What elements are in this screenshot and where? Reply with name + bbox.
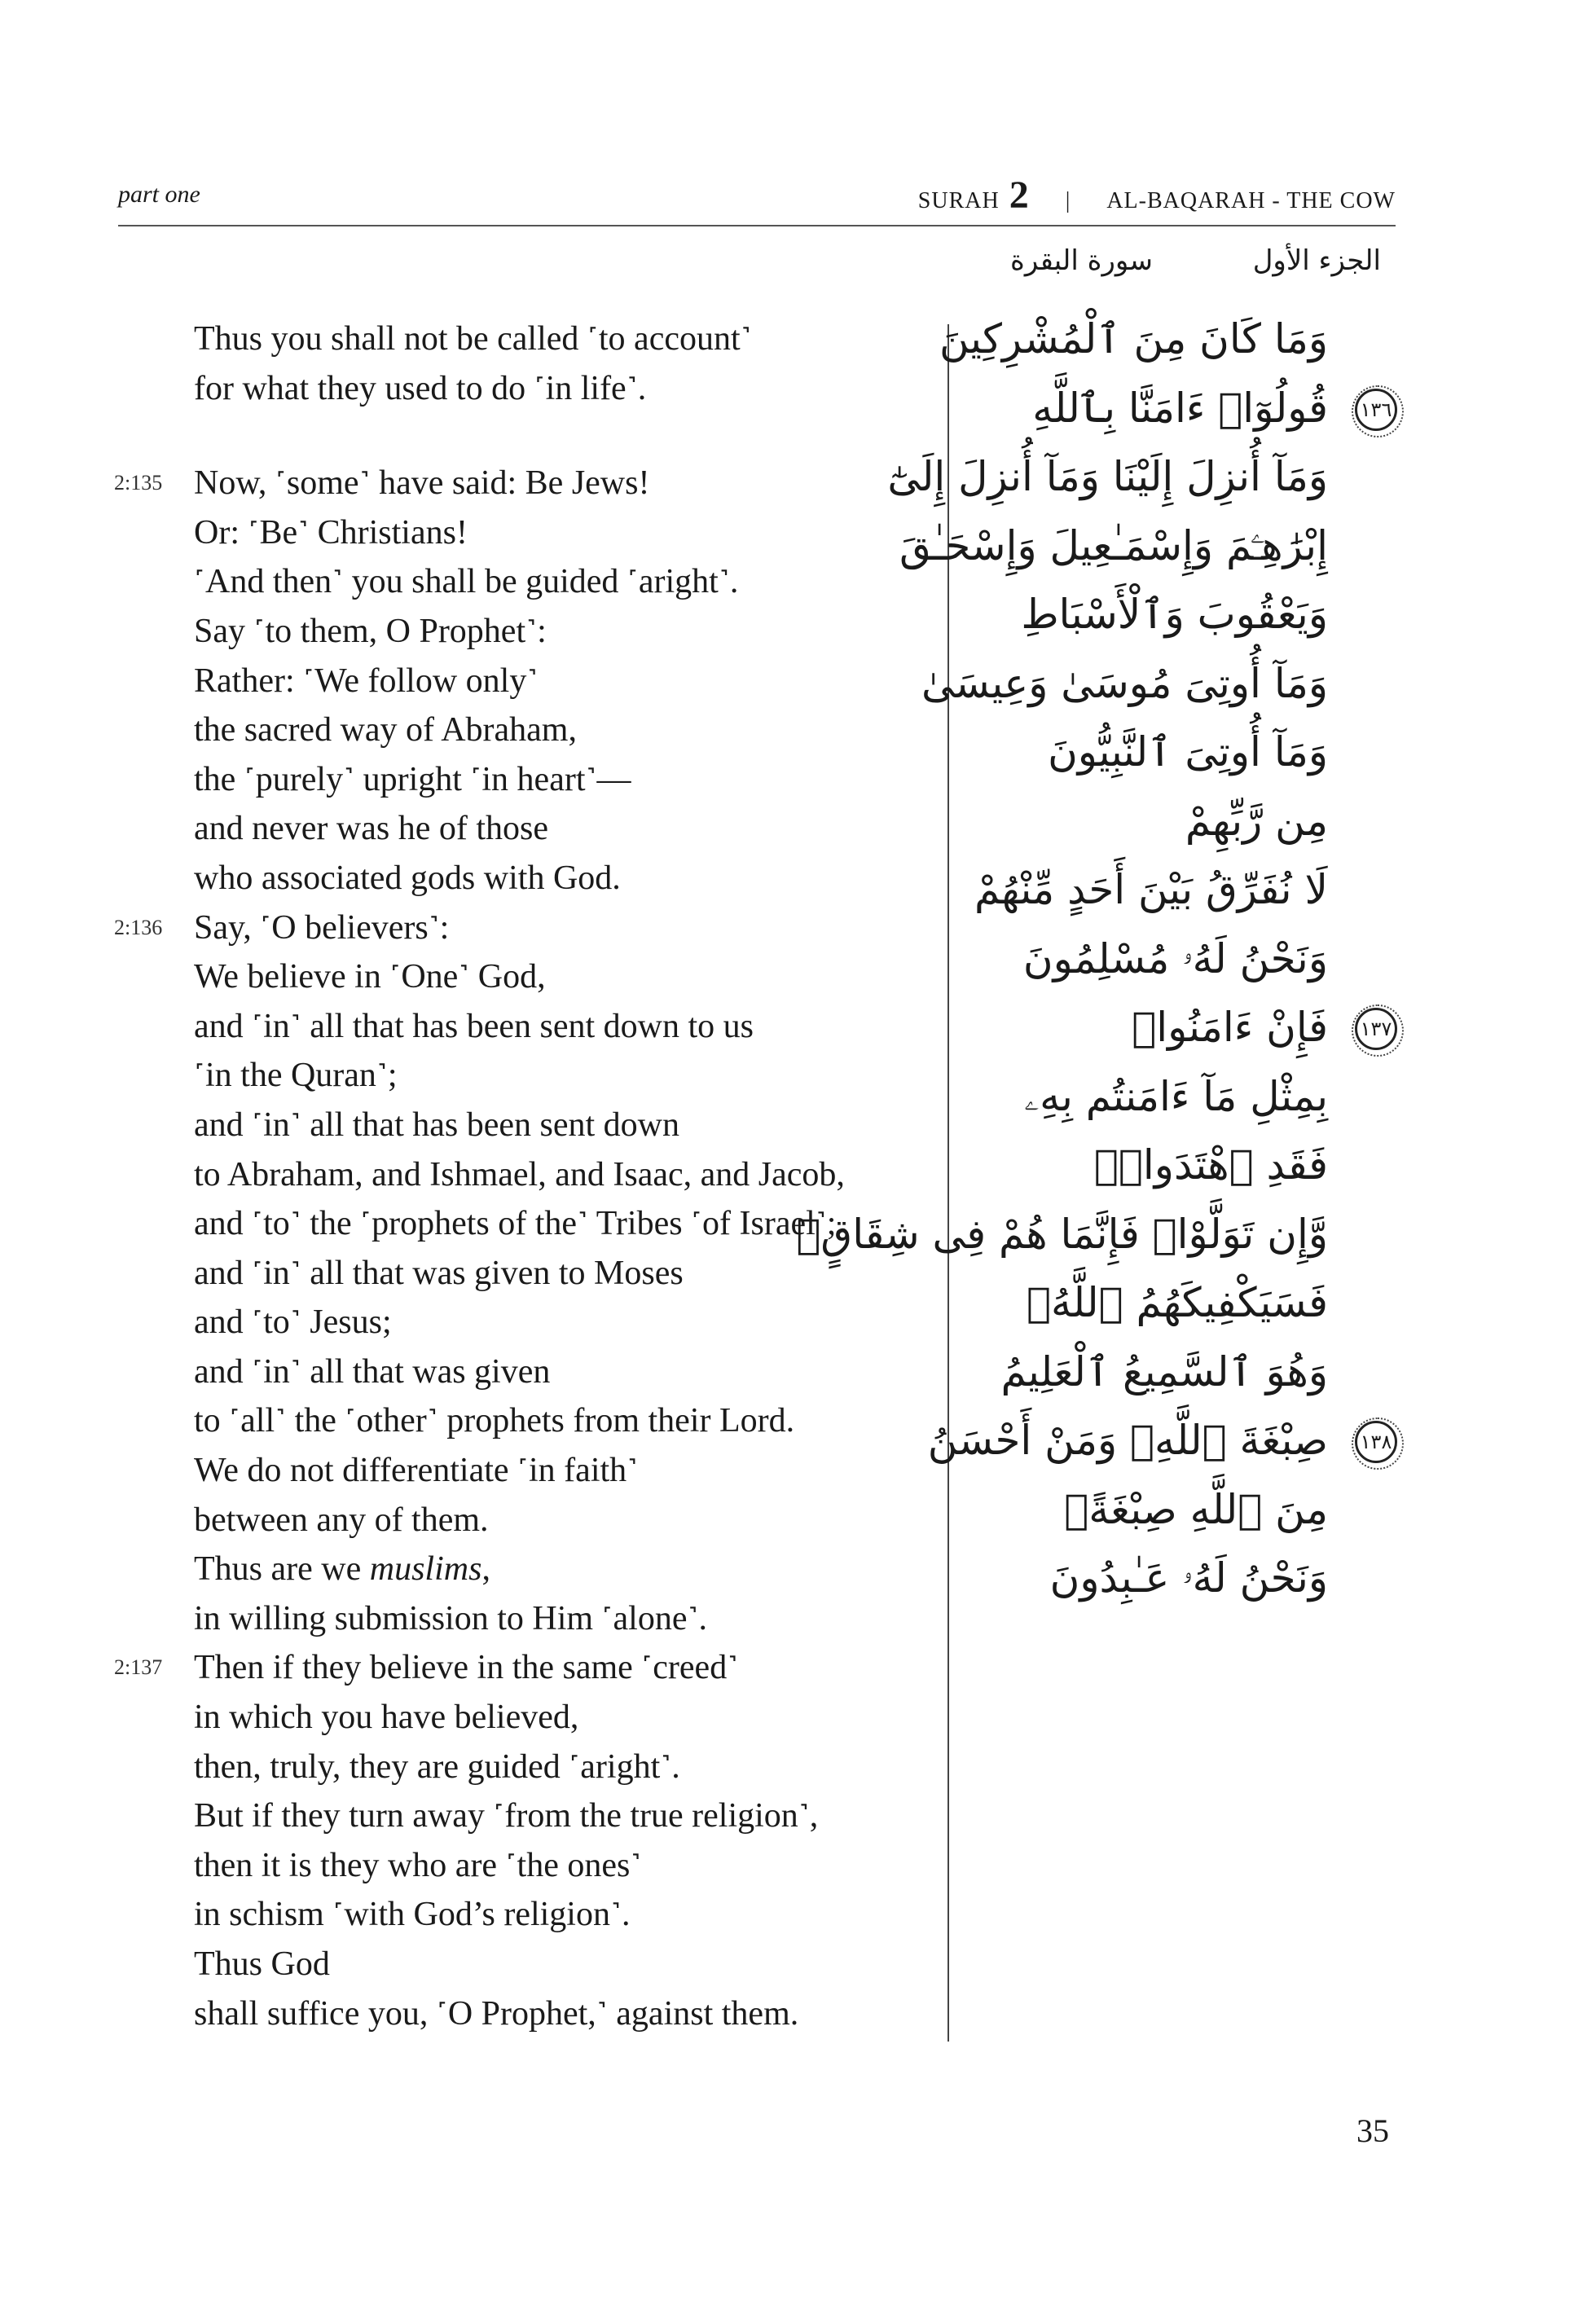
translation-line: [114, 1002, 912, 1052]
translation-text: Thus you shall not be called ˹to account˺: [194, 320, 752, 358]
arabic-verse-text: وَيَعْقُوبَ وَٱلْأَسْبَاطِ: [1021, 591, 1328, 638]
translation-line: [114, 1743, 912, 1792]
translation-line: [114, 705, 912, 755]
translation-line: [114, 1347, 912, 1397]
surah-name: AL-BAQARAH - THE COW: [1106, 188, 1396, 213]
arabic-verse-text: إِبْرَٰهِـۧمَ وَإِسْمَـٰعِيلَ وَإِسْحَـٰقَ: [899, 521, 1328, 569]
emphasized-term: muslims: [369, 1550, 482, 1589]
translation-line: [114, 607, 912, 657]
translation-line: [114, 854, 912, 903]
arabic-verse-text: وَنَحْنُ لَهُۥ عَـٰبِدُونَ: [1049, 1554, 1328, 1602]
arabic-line: [957, 1544, 1397, 1613]
verse-number: 2:135: [114, 471, 163, 495]
translation-line: [114, 1496, 912, 1545]
translation-line: [114, 1841, 912, 1891]
translation-line: [114, 1396, 912, 1446]
translation-text: Then if they believe in the same ˹creed˺: [194, 1649, 739, 1687]
translation-text: in willing submission to Him ˹alone˺.: [194, 1599, 707, 1637]
arabic-line: [957, 1062, 1397, 1132]
translation-line: [114, 364, 912, 414]
translation-line: [114, 557, 912, 607]
arabic-verse-text: وَهُوَ ٱلسَّمِيعُ ٱلْعَلِيمُ: [1000, 1347, 1328, 1396]
translation-line: [114, 1545, 912, 1594]
arabic-verse-text: قُولُوٓا۟ ءَامَنَّا بِٱللَّهِ: [1032, 384, 1328, 432]
arabic-verse-text: فَإِنْ ءَامَنُوا۟: [1132, 1004, 1328, 1051]
translation-text: Say, ˹O believers˺:: [194, 908, 450, 947]
arabic-line: [927, 1406, 1397, 1475]
translation-line: [114, 1298, 912, 1347]
translation-line: [114, 657, 912, 706]
translation-text: then, truly, they are guided ˹aright˺.: [194, 1747, 680, 1786]
arabic-line: [957, 925, 1397, 994]
arabic-line: [921, 649, 1397, 719]
translation-line: [114, 1199, 912, 1249]
part-label: part one: [118, 181, 200, 208]
translation-text: for what they used to do ˹in life˺.: [194, 369, 647, 407]
arabic-header: [1010, 244, 1381, 293]
translation-line: [114, 1940, 912, 1989]
surah-info: [918, 173, 1396, 218]
translation-line: [114, 1150, 912, 1200]
translation-text: the sacred way of Abraham,: [194, 711, 577, 749]
arabic-line: [957, 993, 1397, 1062]
translation-text: between any of them.: [194, 1501, 489, 1539]
translation-text: We believe in ˹One˺ God,: [194, 958, 546, 996]
arabic-verse-text: صِبْغَةَ ٱللَّهِۖ وَمَنْ أَحْسَنُ: [927, 1417, 1328, 1464]
translation-text: and never was he of those: [194, 810, 549, 848]
arabic-line: [887, 442, 1397, 512]
translation-text: and ˹in˺ all that has been sent down: [194, 1105, 679, 1144]
arabic-verse-text: وَمَآ أُوتِىَ ٱلنَّبِيُّونَ: [1048, 728, 1328, 776]
arabic-verse-text: وَمَا كَانَ مِنَ ٱلْمُشْرِكِينَ: [939, 315, 1328, 363]
arabic-line: [957, 718, 1397, 787]
translation-text: ˹in the Quran˺;: [194, 1057, 398, 1095]
translation-line: [114, 903, 912, 953]
translation-text: Thus are we muslims,: [194, 1550, 490, 1589]
translation-line: [114, 508, 912, 558]
translation-line: [114, 952, 912, 1002]
arabic-line: [957, 1338, 1397, 1407]
translation-text: shall suffice you, ˹O Prophet,˺ against them.: [194, 1994, 799, 2033]
ayah-marker: ١٣٨: [1355, 1421, 1397, 1463]
arabic-line: [957, 580, 1397, 649]
verse-number: 2:137: [114, 1655, 163, 1680]
translation-line: [114, 314, 912, 364]
translation-text: the ˹purely˺ upright ˹in heart˺—: [194, 760, 631, 798]
surah-number: 2: [1009, 174, 1030, 217]
arabic-line: [957, 1131, 1397, 1200]
translation-text: then it is they who are ˹the ones˺: [194, 1846, 642, 1884]
arabic-line: [939, 305, 1397, 374]
translation-text: Now, ˹some˺ have said: Be Jews!: [194, 464, 650, 503]
arabic-verse-text: فَقَدِ ٱهْتَدَوا۟ۖ: [1093, 1141, 1328, 1189]
arabic-juz-label: الجزء الأول: [1252, 244, 1381, 277]
arabic-verse-text: وَّإِن تَوَلَّوْا۟ فَإِنَّمَا هُمْ فِى شِقَاقٍۖ: [796, 1210, 1328, 1258]
arabic-verse-text: وَمَآ أُوتِىَ مُوسَىٰ وَعِيسَىٰ: [921, 659, 1328, 707]
translation-line: [114, 459, 912, 508]
english-translation: [114, 314, 912, 2038]
arabic-line: [899, 512, 1397, 581]
arabic-verse-text: وَمَآ أُنزِلَ إِلَيْنَا وَمَآ أُنزِلَ إِلَىٰٓ: [887, 453, 1328, 500]
translation-line: [114, 1249, 912, 1299]
translation-line: [114, 1791, 912, 1841]
translation-line: [114, 804, 912, 854]
arabic-line: [957, 374, 1397, 443]
arabic-verse-text: مِن رَّبِّهِمْ: [1185, 797, 1328, 845]
arabic-line: [957, 1268, 1397, 1338]
translation-line: [114, 1643, 912, 1693]
ayah-marker: ١٣٧: [1355, 1008, 1397, 1050]
arabic-line: [957, 787, 1397, 856]
translation-text: But if they turn away ˹from the true religion˺,: [194, 1797, 819, 1835]
arabic-line: [957, 1475, 1397, 1545]
translation-text: Rather: ˹We follow only˺: [194, 662, 539, 700]
translation-text: ˹And then˺ you shall be guided ˹aright˺.: [194, 563, 739, 601]
translation-text: and ˹to˺ Jesus;: [194, 1303, 392, 1342]
translation-line: [114, 755, 912, 805]
page-header: [118, 173, 1396, 222]
surah-label: SURAH: [917, 188, 1000, 213]
translation-line: [114, 1989, 912, 2039]
arabic-verse-text: مِنَ ٱللَّهِ صِبْغَةًۖ: [1064, 1485, 1328, 1533]
translation-text: and ˹to˺ the ˹prophets of the˺ Tribes ˹of Israel˺;: [194, 1205, 837, 1243]
translation-text: We do not differentiate ˹in faith˺: [194, 1452, 639, 1490]
translation-line: [114, 1693, 912, 1743]
translation-text: Say ˹to them, O Prophet˺:: [194, 612, 547, 650]
arabic-verse-text: وَنَحْنُ لَهُۥ مُسْلِمُونَ: [1022, 934, 1328, 982]
translation-text: to Abraham, and Ishmael, and Isaac, and Jacob,: [194, 1155, 845, 1193]
arabic-surah-label: سورة البقرة: [1010, 244, 1153, 277]
arabic-verse-text: فَسَيَكْفِيكَهُمُ ٱللَّهُۚ: [1026, 1279, 1328, 1326]
translation-line: [114, 1101, 912, 1150]
translation-line: [114, 1890, 912, 1940]
translation-line: [114, 1594, 912, 1644]
translation-text: and ˹in˺ all that was given to Moses: [194, 1254, 684, 1292]
translation-text: and ˹in˺ all that was given: [194, 1352, 551, 1391]
translation-text: in schism ˹with God’s religion˺.: [194, 1896, 631, 1934]
translation-line: [114, 1446, 912, 1496]
arabic-verse-text: لَا نُفَرِّقُ بَيْنَ أَحَدٍ مِّنْهُمْ: [974, 866, 1328, 913]
page-number: 35: [1356, 2112, 1389, 2149]
arabic-verse-text: بِمِثْلِ مَآ ءَامَنتُم بِهِۦ: [1024, 1072, 1328, 1120]
translation-line: [114, 1051, 912, 1101]
column-divider: [947, 324, 949, 2042]
translation-text: to ˹all˺ the ˹other˺ prophets from their Lord.: [194, 1402, 795, 1440]
header-rule: [118, 225, 1396, 226]
arabic-text: [796, 305, 1397, 1613]
translation-text: Thus God: [194, 1945, 330, 1983]
translation-text: who associated gods with God.: [194, 859, 621, 897]
arabic-line: [957, 855, 1397, 925]
stanza-gap: [114, 413, 912, 459]
ayah-marker: ١٣٦: [1355, 389, 1397, 431]
verse-number: 2:136: [114, 915, 163, 939]
translation-text: and ˹in˺ all that has been sent down to us: [194, 1007, 754, 1045]
translation-text: Or: ˹Be˺ Christians!: [194, 513, 468, 552]
arabic-line: [796, 1200, 1397, 1269]
translation-text: in which you have believed,: [194, 1699, 579, 1737]
header-separator: |: [1065, 188, 1071, 213]
